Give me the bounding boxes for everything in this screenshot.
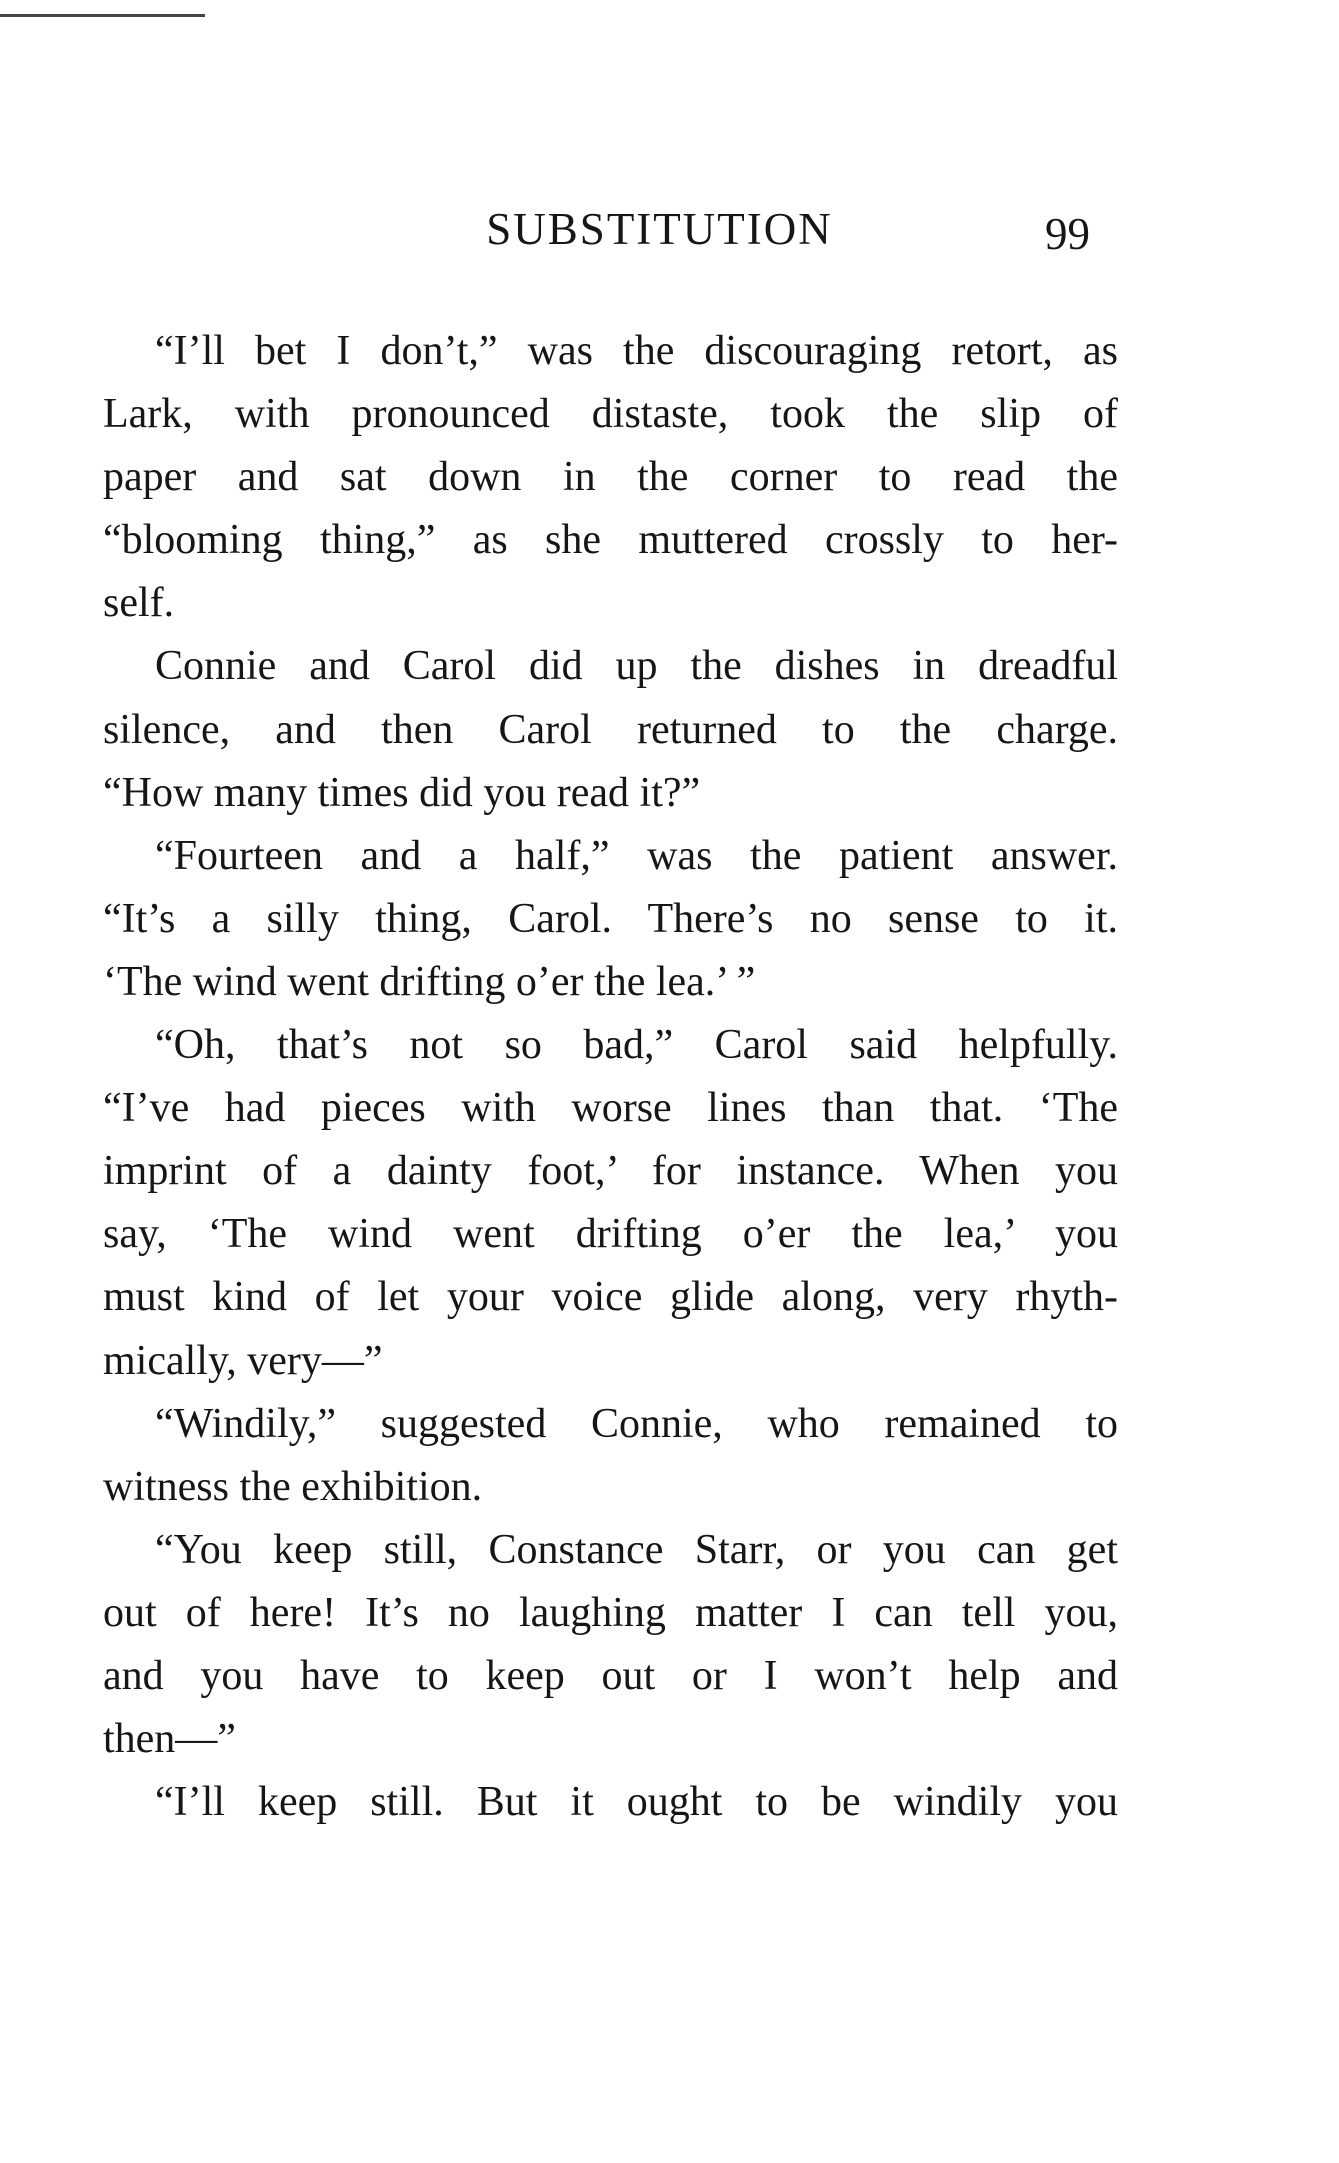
text-line: paper and sat down in the corner to read the — [103, 454, 1118, 501]
text-line: ‘The wind went drifting o’er the lea.’ ” — [103, 958, 756, 1005]
text-line: and you have to keep out or I won’t help and — [103, 1652, 1118, 1699]
text-line: must kind of let your voice glide along, very rhyth- — [103, 1274, 1118, 1321]
text-line: then—” — [103, 1716, 236, 1763]
text-line: “I’ve had pieces with worse lines than that. ‘The — [103, 1085, 1118, 1132]
page-number: 99 — [1045, 209, 1090, 259]
text-line: silence, and then Carol returned to the charge. — [103, 706, 1118, 753]
text-line: say, ‘The wind went drifting o’er the lea,’ you — [103, 1211, 1118, 1258]
top-rule — [0, 14, 205, 17]
text-line: “blooming thing,” as she muttered crossly to her- — [103, 517, 1118, 564]
text-line: “Windily,” suggested Connie, who remained to — [155, 1400, 1118, 1447]
text-line: “Oh, that’s not so bad,” Carol said helpfully. — [155, 1022, 1118, 1069]
body-text — [103, 320, 1118, 1834]
running-head-title: SUBSTITUTION — [486, 204, 833, 254]
text-line: “How many times did you read it?” — [103, 769, 701, 816]
text-line: Connie and Carol did up the dishes in dreadful — [155, 643, 1118, 690]
text-line: out of here! It’s no laughing matter I can tell you, — [103, 1589, 1118, 1636]
text-line: “You keep still, Constance Starr, or you can get — [155, 1526, 1118, 1573]
text-line: “I’ll bet I don’t,” was the discouraging retort, as — [155, 328, 1118, 374]
text-line: imprint of a dainty foot,’ for instance. When you — [103, 1148, 1118, 1195]
text-line: “It’s a silly thing, Carol. There’s no sense to it. — [103, 895, 1118, 942]
text-line: mically, very—” — [103, 1337, 383, 1384]
text-line: “I’ll keep still. But it ought to be windily you — [155, 1779, 1118, 1826]
text-line: “Fourteen and a half,” was the patient answer. — [155, 832, 1118, 879]
text-line: Lark, with pronounced distaste, took the slip of — [103, 391, 1118, 438]
text-line: self. — [103, 580, 175, 627]
text-line: witness the exhibition. — [103, 1463, 483, 1510]
